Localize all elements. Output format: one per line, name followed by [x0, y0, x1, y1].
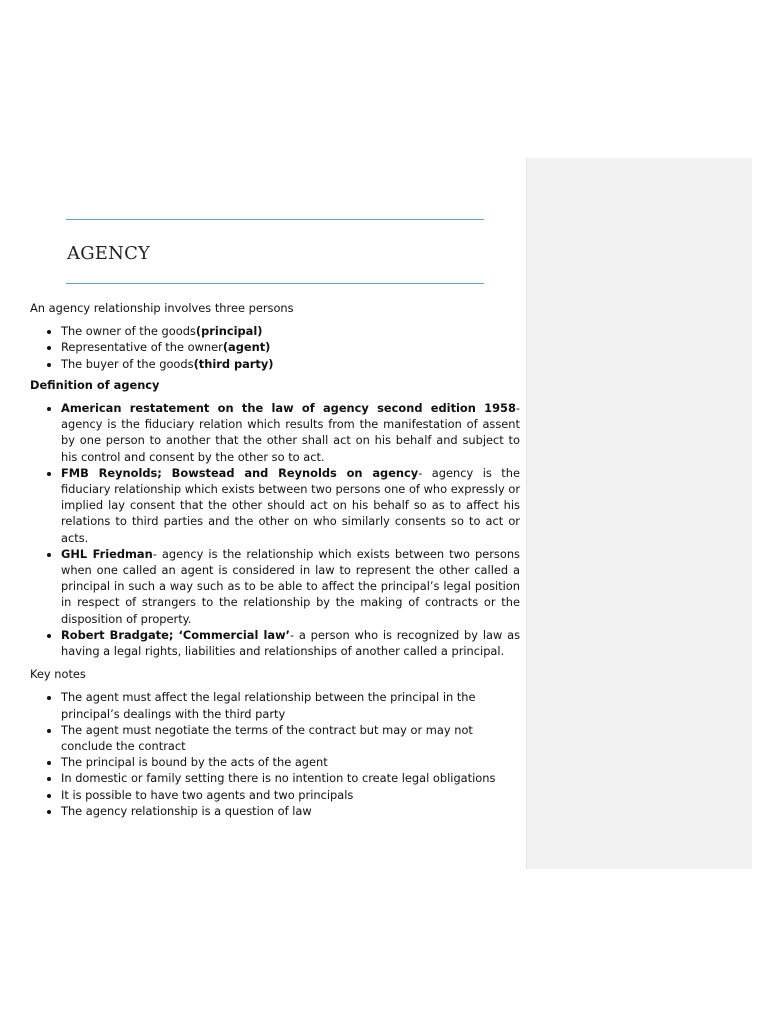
definition-source: GHL Friedman	[61, 546, 153, 561]
list-item-text: Representative of the owner	[61, 340, 223, 355]
list-item	[61, 465, 520, 546]
comment-pane	[526, 158, 752, 869]
definition-text: - agency is the relationship which exists between two persons when one called an agent is considered in law to represent the other called a principal in such a way such as to be able to affect the principal’s legal position in respect of strangers to the relationship by the making of contracts or the disposition of property.	[61, 546, 520, 626]
persons-list	[30, 323, 520, 372]
list-item-role: (third party)	[193, 356, 274, 371]
list-item: • It is possible to have two agents and two principals	[61, 787, 520, 803]
list-item: • The agency relationship is a question of law	[61, 803, 520, 819]
intro-text: An agency relationship involves three persons	[30, 301, 294, 315]
page-title: AGENCY	[67, 243, 151, 264]
list-item	[61, 356, 520, 372]
title-rule-top	[66, 219, 484, 220]
definition-heading: Definition of agency	[30, 377, 160, 392]
document-body	[30, 300, 520, 819]
list-item: • The agent must negotiate the terms of the contract but may or may not conclude the contract	[61, 722, 520, 754]
definition-text: - a person who is recognized by law as having a legal rights, liabilities and relationships of another called a principal.	[61, 627, 521, 659]
list-item: • The agent must affect the legal relationship between the principal in the principal’s dealings with the third party	[61, 689, 520, 721]
list-item: • The principal is bound by the acts of the agent	[61, 754, 520, 770]
list-item: • In domestic or family setting there is no intention to create legal obligations	[61, 770, 520, 786]
title-rule-bottom	[66, 283, 484, 284]
list-item-role: (principal)	[195, 324, 263, 339]
definitions-list	[30, 400, 520, 659]
list-item-role: (agent)	[222, 340, 271, 355]
list-item	[61, 627, 520, 659]
list-item	[61, 546, 520, 627]
key-notes-label: Key notes	[30, 667, 86, 682]
list-item-text: The buyer of the goods	[61, 356, 194, 371]
list-item	[61, 400, 520, 465]
definition-text: - agency is the fiduciary relationship which exists between two persons one of who expressly or implied lay consent that the other should act on his behalf so as to affect his relations to third parties and the other on who similarly consents so to act or acts.	[61, 465, 520, 545]
definition-source: American restatement on the law of agency second edition 1958	[61, 401, 516, 416]
key-notes-list	[30, 689, 520, 819]
list-item	[61, 339, 520, 355]
definition-source: Robert Bradgate; ‘Commercial law’	[61, 627, 290, 642]
definition-source: FMB Reynolds; Bowstead and Reynolds on agency	[61, 465, 419, 480]
definition-text: -agency is the fiduciary relation which results from the manifestation of assent by one person to another that the other shall act on his behalf and subject to his control and consent by the other so to act.	[61, 401, 520, 464]
list-item-text: The owner of the goods	[61, 324, 196, 339]
list-item	[61, 323, 520, 339]
